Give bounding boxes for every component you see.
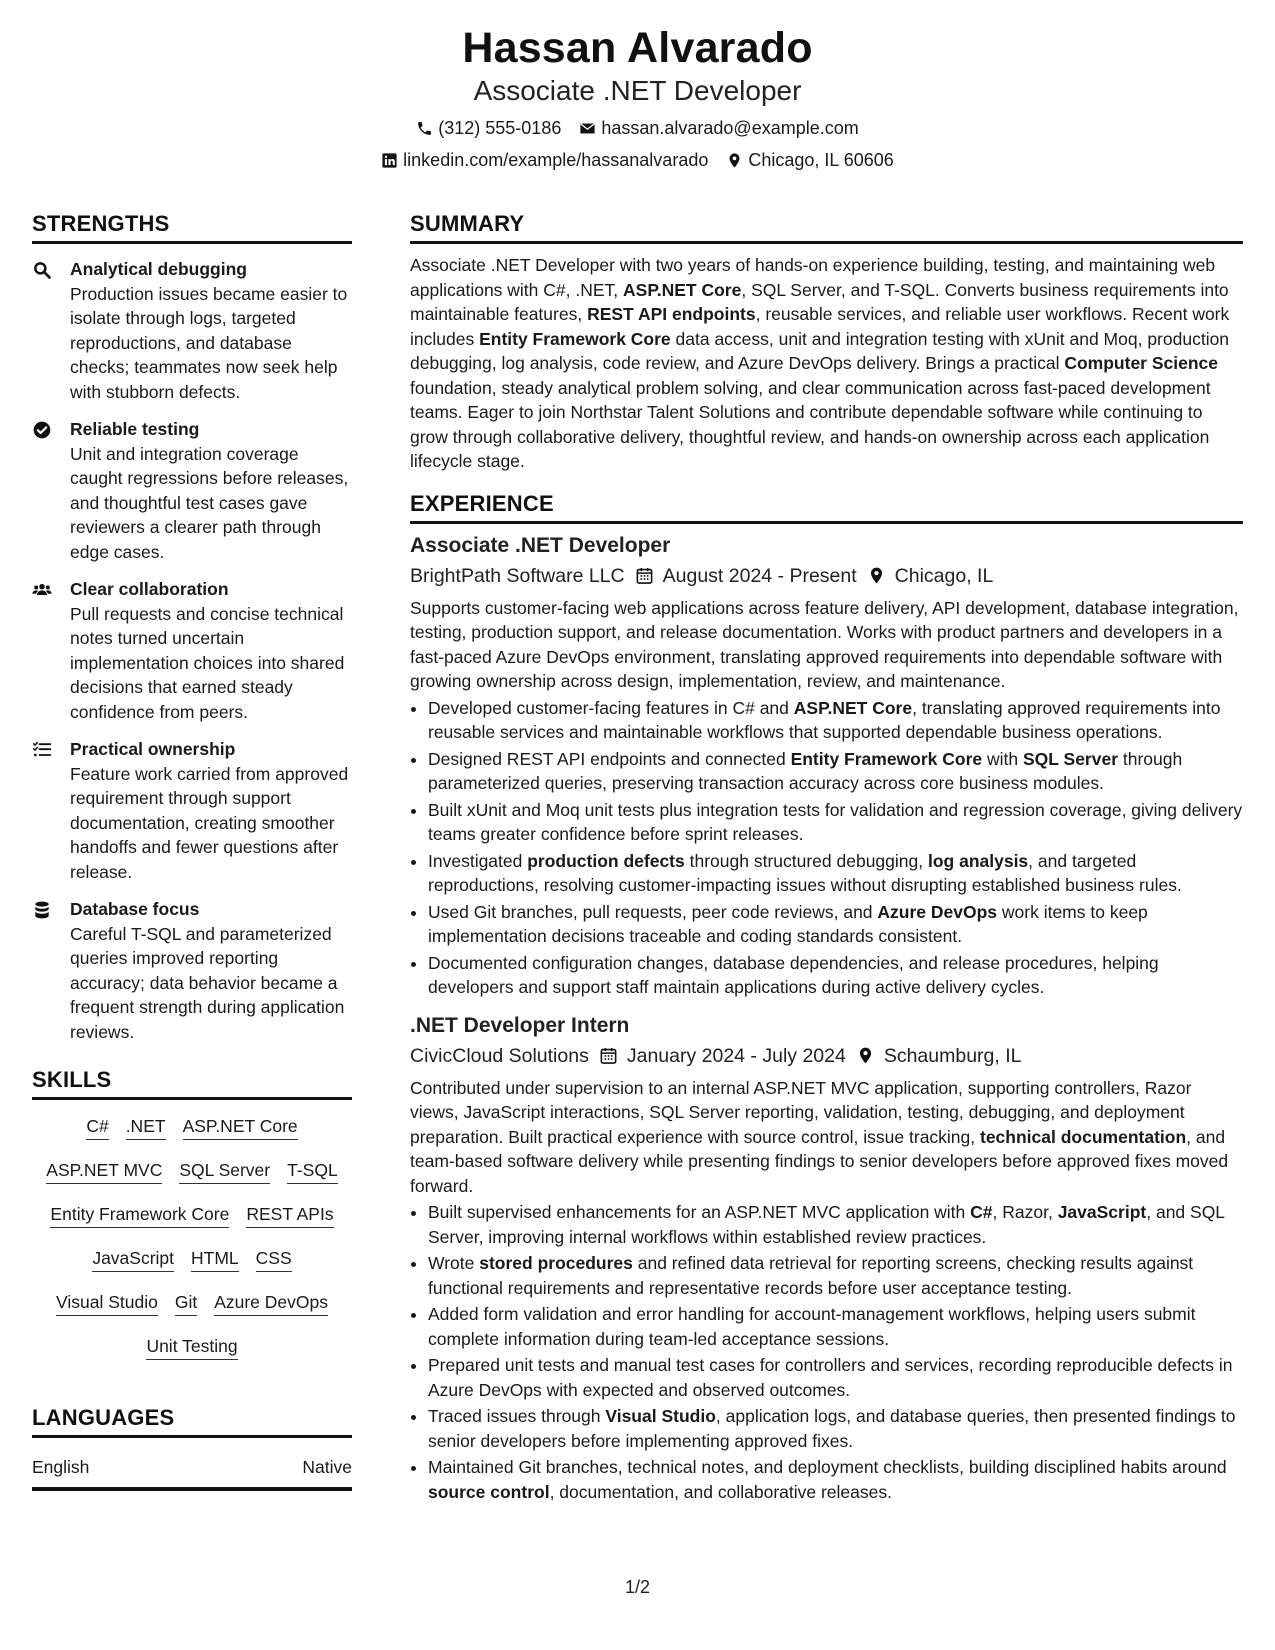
job-company: BrightPath Software LLC (410, 564, 625, 587)
skill-tag: Visual Studio (56, 1290, 158, 1316)
location-text: Chicago, IL 60606 (748, 150, 894, 170)
skill-tag: HTML (191, 1246, 239, 1272)
calendar-icon (635, 566, 654, 585)
calendar-icon (599, 1046, 618, 1065)
skill-tag: JavaScript (92, 1246, 174, 1272)
strength-text: Feature work carried from approved requirement through support documentation, creating smoother handoffs and fewer questions after release. (70, 763, 349, 882)
skill-tag: SQL Server (179, 1158, 270, 1184)
strength-item (32, 257, 352, 404)
job-title: .NET Developer Intern (410, 1013, 630, 1037)
job-bullet: • Designed REST API endpoints and connected Entity Framework Core with SQL Server through parameterized queries, preserving transaction accuracy across core business modules. (428, 747, 1243, 796)
job-bullet: • Built xUnit and Moq unit tests plus integration tests for validation and regression coverage, giving delivery teams greater confidence before sprint releases. (428, 798, 1243, 847)
job-company: CivicCloud Solutions (410, 1044, 589, 1067)
summary-text: Associate .NET Developer with two years of hands-on experience building, testing, and maintaining web applications with C#, .NET, ASP.NET Core, SQL Server, and T-SQL. Converts business requirements into maintainable features, REST API endpoints, reusable services, and reliable user workflows. Recent work includes Entity Framework Core data access, unit and integration testing with xUnit and Moq, production debugging, log analysis, code review, and Azure DevOps delivery. Brings a practical Computer Science foundation, steady analytical problem solving, and clear communication across fast-paced development teams. Eager to join Northstar Talent Solutions and contribute dependable software while continuing to grow through collaborative delivery, thoughtful review, and hands-on ownership across each application lifecycle stage. (410, 255, 1230, 471)
job-bullet: • Documented configuration changes, database dependencies, and release procedures, helping developers and support staff maintain applications during active delivery cycles. (428, 951, 1243, 1000)
job-description: Supports customer-facing web applications across feature delivery, API development, database integration, testing, production support, and release documentation. Works with product partners and developers in a fast-paced Azure DevOps environment, translating approved requirements into dependable software with growing ownership across design, implementation, review, and maintenance. (410, 597, 1239, 691)
skill-tag: T-SQL (287, 1158, 338, 1184)
map-pin-icon (856, 1046, 875, 1065)
strength-item (32, 417, 352, 564)
strength-title: Database focus (70, 899, 200, 919)
skill-tag: C# (86, 1114, 108, 1140)
strength-title: Clear collaboration (70, 579, 229, 599)
job-bullet: • Developed customer-facing features in C# and ASP.NET Core, translating approved requirements into reusable services and maintainable workflows that supported dependable business operations. (428, 696, 1243, 745)
job-title: Associate .NET Developer (410, 533, 671, 557)
job-dates: January 2024 - July 2024 (626, 1044, 846, 1067)
check-circle-icon (32, 420, 52, 440)
list-check-icon (32, 740, 52, 760)
job-bullet: • Maintained Git branches, technical notes, and deployment checklists, building disciplined habits around source control, documentation, and collaborative releases. (428, 1455, 1243, 1504)
resume-header (0, 22, 1275, 172)
language-level: Native (302, 1457, 352, 1477)
job-dates: August 2024 - Present (662, 564, 857, 587)
job-location: Schaumburg, IL (883, 1044, 1022, 1067)
job-bullet: • Prepared unit tests and manual test cases for controllers and services, recording reproducible defects in Azure DevOps with expected and observed outcomes. (428, 1353, 1243, 1402)
job-bullets (410, 1200, 1243, 1504)
linkedin-icon (381, 152, 398, 169)
job-bullet: • Added form validation and error handling for account-management workflows, helping users submit complete information during team-led acceptance sessions. (428, 1302, 1243, 1351)
candidate-title: Associate .NET Developer (473, 75, 802, 106)
job-description: Contributed under supervision to an internal ASP.NET MVC application, supporting controllers, Razor views, JavaScript interactions, SQL Server reporting, validation, testing, debugging, and deployment preparation. Built practical experience with source control, issue tracking, technical documentation, and team-based software delivery while presenting findings to senior developers before approved fixes moved forward. (410, 1077, 1229, 1196)
linkedin-text: linkedin.com/example/hassanalvarado (403, 150, 709, 170)
envelope-icon (579, 120, 596, 137)
skills-heading: SKILLS (32, 1066, 352, 1100)
language-row (32, 1455, 352, 1491)
strength-text: Careful T-SQL and parameterized queries improved reporting accuracy; data behavior became a frequent strength during application reviews. (70, 923, 345, 1042)
strength-text: Production issues became easier to isolate through logs, targeted reproductions, and database checks; teammates now seek help with stubborn defects. (70, 283, 348, 402)
job-meta (410, 1042, 1243, 1070)
job-meta (410, 562, 1243, 590)
map-pin-icon (867, 566, 886, 585)
skill-tag: REST APIs (246, 1202, 333, 1228)
strength-item (32, 897, 352, 1044)
skill-tag: Azure DevOps (214, 1290, 328, 1316)
strengths-heading: STRENGTHS (32, 210, 352, 244)
skill-tag: .NET (126, 1114, 166, 1140)
skill-tag: Git (175, 1290, 197, 1316)
phone-icon (416, 120, 433, 137)
right-column (410, 210, 1243, 1504)
search-icon (32, 260, 52, 280)
skill-tag: ASP.NET MVC (46, 1158, 162, 1184)
strength-item (32, 577, 352, 724)
job-entry (410, 532, 1243, 1000)
contact-linkedin[interactable] (381, 148, 708, 172)
skill-tag: Entity Framework Core (50, 1202, 229, 1228)
experience-heading: EXPERIENCE (410, 490, 1243, 524)
contact-line-1 (0, 116, 1275, 140)
strength-title: Reliable testing (70, 419, 200, 439)
strength-title: Analytical debugging (70, 259, 247, 279)
skill-tag: CSS (256, 1246, 292, 1272)
contact-email[interactable] (579, 116, 858, 140)
contact-line-2 (0, 148, 1275, 172)
job-bullet: • Built supervised enhancements for an ASP.NET MVC application with C#, Razor, JavaScript, and SQL Server, improving internal workflows within established review practices. (428, 1200, 1243, 1249)
left-column (32, 210, 352, 1491)
contact-phone (416, 116, 561, 140)
database-icon (32, 900, 52, 920)
strength-text: Unit and integration coverage caught regressions before releases, and thoughtful test cases gave reviewers a clearer path through edge cases. (70, 443, 349, 562)
page-number: 1/2 (624, 1577, 651, 1597)
email-text: hassan.alvarado@example.com (601, 118, 859, 138)
job-bullet: • Traced issues through Visual Studio, application logs, and database queries, then presented findings to senior developers before implementing approved fixes. (428, 1404, 1243, 1453)
job-bullets (410, 696, 1243, 1000)
job-bullet: • Investigated production defects through structured debugging, log analysis, and targeted reproductions, resolving customer-impacting issues without disrupting established business rules. (428, 849, 1243, 898)
strength-text: Pull requests and concise technical notes turned uncertain implementation choices into shared decisions that earned steady confidence from peers. (70, 603, 345, 722)
contact-location (726, 148, 893, 172)
map-pin-icon (726, 152, 743, 169)
strength-item (32, 737, 352, 884)
skill-tag: Unit Testing (146, 1334, 237, 1360)
skills-list (32, 1114, 352, 1360)
candidate-name: Hassan Alvarado (462, 24, 813, 72)
summary-heading: SUMMARY (410, 210, 1243, 244)
language-name: English (32, 1457, 90, 1477)
job-bullet: • Wrote stored procedures and refined data retrieval for reporting screens, checking results against functional requirements and representative records before user acceptance testing. (428, 1251, 1243, 1300)
languages-heading: LANGUAGES (32, 1404, 352, 1438)
phone-text: (312) 555-0186 (438, 118, 562, 138)
users-icon (32, 580, 52, 600)
job-location: Chicago, IL (894, 564, 994, 587)
skill-tag: ASP.NET Core (183, 1114, 298, 1140)
job-entry (410, 1012, 1243, 1505)
strength-title: Practical ownership (70, 739, 236, 759)
job-bullet: • Used Git branches, pull requests, peer code reviews, and Azure DevOps work items to keep implementation decisions traceable and coding standards consistent. (428, 900, 1243, 949)
